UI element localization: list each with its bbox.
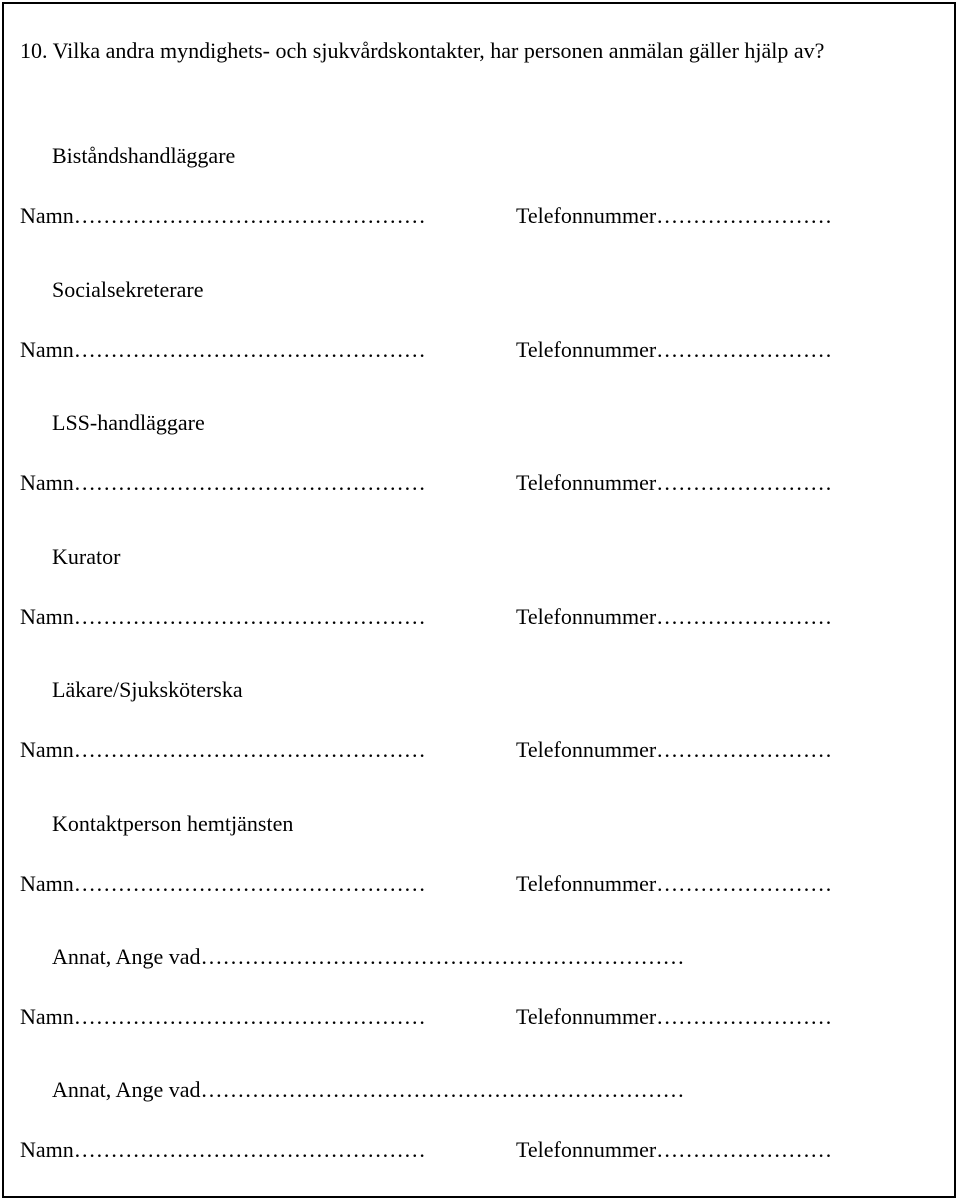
name-field[interactable]: Namn………………………………………… — [20, 604, 426, 629]
phone-field[interactable]: Telefonnummer…………………… — [516, 737, 833, 762]
other-specify-field[interactable]: Annat, Ange vad………………………………………………………… — [52, 1077, 685, 1102]
contact-role-label: Socialsekreterare — [52, 277, 204, 302]
phone-field[interactable]: Telefonnummer…………………… — [516, 470, 833, 495]
name-field[interactable]: Namn………………………………………… — [20, 203, 426, 228]
contact-role-label: Kurator — [52, 544, 121, 569]
contact-role-label: Kontaktperson hemtjänsten — [52, 811, 294, 836]
name-field[interactable]: Namn………………………………………… — [20, 1004, 426, 1029]
phone-field[interactable]: Telefonnummer…………………… — [516, 604, 833, 629]
name-field[interactable]: Namn………………………………………… — [20, 337, 426, 362]
phone-field[interactable]: Telefonnummer…………………… — [516, 203, 833, 228]
name-field[interactable]: Namn………………………………………… — [20, 737, 426, 762]
name-field[interactable]: Namn………………………………………… — [20, 1137, 426, 1162]
phone-field[interactable]: Telefonnummer…………………… — [516, 1004, 833, 1029]
phone-field[interactable]: Telefonnummer…………………… — [516, 1137, 833, 1162]
name-field[interactable]: Namn………………………………………… — [20, 470, 426, 495]
contact-role-label: Läkare/Sjuksköterska — [52, 677, 243, 702]
question-text: 10. Vilka andra myndighets- och sjukvårdskontakter, har personen anmälan gäller hjälp av? — [20, 38, 825, 63]
phone-field[interactable]: Telefonnummer…………………… — [516, 871, 833, 896]
contact-role-label: Biståndshandläggare — [52, 143, 236, 168]
name-field[interactable]: Namn………………………………………… — [20, 871, 426, 896]
contact-role-label: LSS-handläggare — [52, 410, 205, 435]
phone-field[interactable]: Telefonnummer…………………… — [516, 337, 833, 362]
other-specify-field[interactable]: Annat, Ange vad………………………………………………………… — [52, 944, 685, 969]
